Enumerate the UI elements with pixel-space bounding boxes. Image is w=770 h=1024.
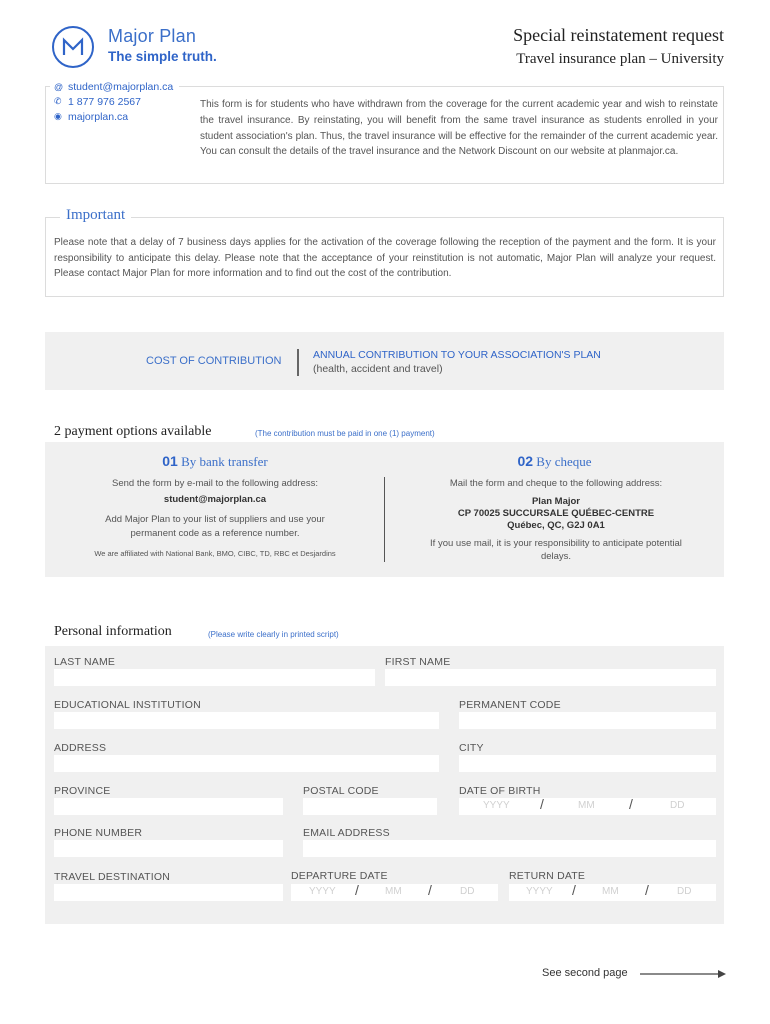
cost-label: COST OF CONTRIBUTION — [146, 355, 282, 367]
travel-destination-input[interactable] — [54, 884, 283, 901]
brand-logo — [52, 26, 94, 68]
phone-input[interactable] — [54, 840, 283, 857]
contact-website-text[interactable]: majorplan.ca — [68, 110, 129, 123]
city-label: CITY — [459, 742, 484, 754]
document-title: Special reinstatement request — [513, 25, 724, 45]
dob-month-placeholder: MM — [578, 800, 595, 811]
mail-delay-note: If you use mail, it is your responsibility to anticipate potential delays. — [430, 538, 682, 562]
departure-slash-1: / — [355, 882, 359, 898]
first-name-label: FIRST NAME — [385, 656, 451, 668]
contact-email-text[interactable]: student@majorplan.ca — [68, 80, 174, 93]
address-label: ADDRESS — [54, 742, 107, 754]
city-input[interactable] — [459, 755, 716, 772]
return-slash-1: / — [572, 882, 576, 898]
mail-address-line-2: CP 70025 SUCCURSALE QUÉBEC-CENTRE — [457, 508, 655, 519]
bank-transfer-reference: Add Major Plan to your list of suppliers and use your permanent code as a reference number. — [105, 514, 325, 539]
mail-address-line-1: Plan Major — [531, 496, 581, 507]
permanent-code-input[interactable] — [459, 712, 716, 729]
payment-divider — [384, 477, 385, 562]
dob-slash-2: / — [629, 796, 633, 812]
permanent-code-label: PERMANENT CODE — [459, 699, 561, 711]
email-input[interactable] — [303, 840, 716, 857]
departure-slash-2: / — [428, 882, 432, 898]
contact-list — [50, 79, 179, 126]
payment-option-2-body — [425, 477, 687, 563]
at-icon: @ — [54, 81, 64, 92]
dob-day-placeholder: DD — [670, 800, 685, 811]
return-date-label: RETURN DATE — [509, 870, 586, 882]
travel-destination-label: TRAVEL DESTINATION — [54, 871, 171, 883]
province-input[interactable] — [54, 798, 283, 815]
payment-option-1-number: 01 — [162, 453, 178, 469]
contact-email[interactable] — [54, 79, 173, 94]
postal-code-input[interactable] — [303, 798, 437, 815]
departure-date-label: DEPARTURE DATE — [291, 870, 388, 882]
return-slash-2: / — [645, 882, 649, 898]
payment-option-2-heading — [385, 453, 724, 470]
payment-option-2-label: By cheque — [536, 454, 592, 469]
personal-info-title: Personal information — [54, 624, 172, 639]
return-year-placeholder: YYYY — [526, 886, 553, 897]
document-subtitle: Travel insurance plan – University — [516, 51, 724, 67]
date-of-birth-label: DATE OF BIRTH — [459, 785, 541, 797]
bank-transfer-instruction: Send the form by e-mail to the following address: — [112, 478, 318, 489]
contact-phone-text[interactable]: 1 877 976 2567 — [68, 95, 141, 108]
dob-slash-1: / — [540, 796, 544, 812]
phone-icon: ✆ — [54, 96, 62, 106]
bank-affiliation: We are affiliated with National Bank, BMO, CIBC, TD, RBC et Desjardins — [94, 549, 336, 558]
last-name-input[interactable] — [54, 669, 375, 686]
see-second-page-link[interactable]: See second page — [542, 967, 628, 979]
last-name-label: LAST NAME — [54, 656, 116, 668]
email-label: EMAIL ADDRESS — [303, 827, 390, 839]
cheque-instruction: Mail the form and cheque to the following address: — [449, 478, 663, 489]
payment-option-1-label: By bank transfer — [181, 454, 268, 469]
phone-label: PHONE NUMBER — [54, 827, 143, 839]
departure-month-placeholder: MM — [385, 886, 402, 897]
bank-transfer-email[interactable]: student@majorplan.ca — [163, 494, 267, 505]
important-title: Important — [60, 207, 131, 224]
return-month-placeholder: MM — [602, 886, 619, 897]
brand-tagline: The simple truth. — [108, 49, 217, 64]
mail-address-line-3: Québec, QC, G2J 0A1 — [507, 520, 605, 531]
annual-contribution-label: ANNUAL CONTRIBUTION TO YOUR ASSOCIATION'S PLAN — [313, 349, 601, 361]
address-input[interactable] — [54, 755, 439, 772]
departure-day-placeholder: DD — [460, 886, 475, 897]
dob-year-placeholder: YYYY — [483, 800, 510, 811]
payment-option-2-number: 02 — [517, 453, 534, 469]
payment-option-1-body — [90, 477, 340, 561]
cost-divider — [297, 349, 299, 376]
brand-name: Major Plan — [108, 26, 197, 46]
institution-input[interactable] — [54, 712, 439, 729]
annual-contribution-detail: (health, accident and travel) — [313, 363, 443, 375]
payment-option-1-heading — [45, 453, 385, 470]
logo-m-icon — [61, 37, 85, 57]
province-label: PROVINCE — [54, 785, 111, 797]
contact-phone[interactable] — [54, 94, 173, 109]
postal-code-label: POSTAL CODE — [303, 785, 379, 797]
arrow-right-icon — [640, 967, 728, 981]
personal-info-note: (Please write clearly in printed script) — [208, 630, 339, 639]
institution-label: EDUCATIONAL INSTITUTION — [54, 699, 201, 711]
return-day-placeholder: DD — [677, 886, 692, 897]
first-name-input[interactable] — [385, 669, 716, 686]
payment-title: 2 payment options available — [54, 424, 212, 439]
payment-note: (The contribution must be paid in one (1) payment) — [255, 429, 435, 438]
intro-text: This form is for students who have withdrawn from the coverage for the current academic year and wish to reinstate the travel insurance. By reinstating, you will benefit from the same travel insurance as students enrolled in your student association's plan. Thus, the travel insurance will be effective for the remainder of the current academic year. You can consult the details of the travel insurance and the Network Discount on our website at planmajor.ca. — [200, 99, 718, 158]
important-text: Please note that a delay of 7 business days applies for the activation of the coverage following the reception of the payment and the form. It is your responsibility to anticipate this delay. Please note that the acceptance of your reinstitution is not automatic, Major Plan will analyze your request. Please contact Major Plan for more information and to find out the cost of the contribution. — [54, 237, 716, 280]
departure-year-placeholder: YYYY — [309, 886, 336, 897]
globe-icon: ◉ — [54, 111, 62, 121]
contact-website[interactable] — [54, 109, 173, 124]
